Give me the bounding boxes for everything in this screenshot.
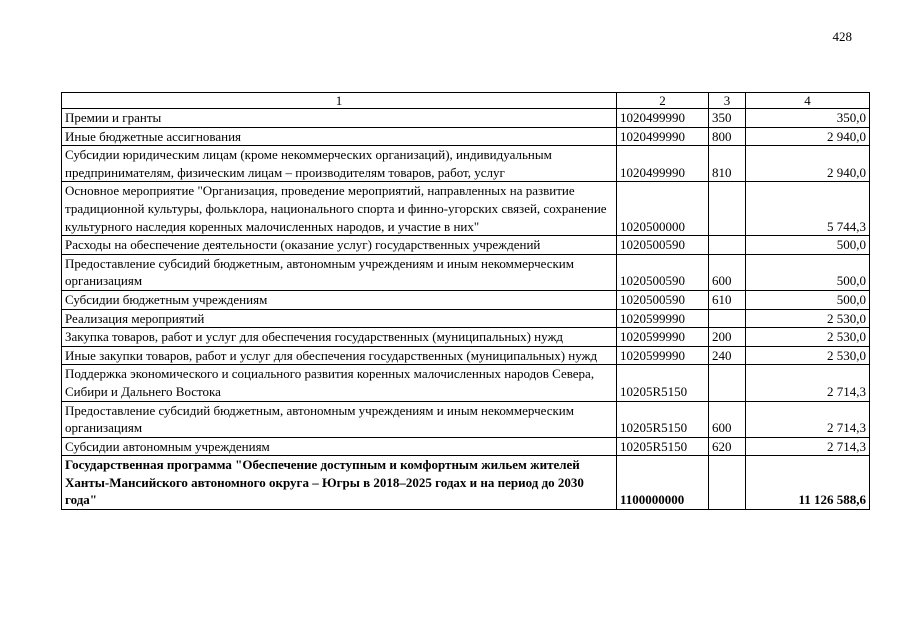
- cell-sum: 11 126 588,6: [746, 456, 870, 510]
- cell-sum: 2 714,3: [746, 437, 870, 456]
- table-row: [62, 236, 870, 255]
- table-body: [62, 109, 870, 510]
- column-header-type: 3: [709, 93, 746, 109]
- cell-name: Реализация мероприятий: [62, 309, 617, 328]
- cell-type: 600: [709, 401, 746, 437]
- table-row: [62, 328, 870, 347]
- cell-sum: 5 744,3: [746, 182, 870, 236]
- cell-sum: 500,0: [746, 236, 870, 255]
- column-header-code: 2: [617, 93, 709, 109]
- cell-code: 10205R5150: [617, 365, 709, 401]
- cell-type: [709, 309, 746, 328]
- cell-code: 10205R5150: [617, 401, 709, 437]
- cell-sum: 2 940,0: [746, 146, 870, 182]
- table-row: [62, 146, 870, 182]
- cell-name: Закупка товаров, работ и услуг для обеспечения государственных (муниципальных) нужд: [62, 328, 617, 347]
- cell-type: [709, 456, 746, 510]
- table-row: [62, 109, 870, 128]
- cell-type: [709, 236, 746, 255]
- cell-type: 800: [709, 127, 746, 146]
- cell-sum: 2 530,0: [746, 346, 870, 365]
- cell-sum: 2 530,0: [746, 328, 870, 347]
- cell-sum: 2 940,0: [746, 127, 870, 146]
- cell-sum: 2 714,3: [746, 365, 870, 401]
- cell-code: 1020500590: [617, 254, 709, 290]
- cell-type: 200: [709, 328, 746, 347]
- cell-type: 600: [709, 254, 746, 290]
- cell-type: 240: [709, 346, 746, 365]
- cell-code: 1020599990: [617, 309, 709, 328]
- column-header-name: 1: [62, 93, 617, 109]
- cell-sum: 350,0: [746, 109, 870, 128]
- table-row: [62, 254, 870, 290]
- cell-name: Субсидии автономным учреждениям: [62, 437, 617, 456]
- cell-sum: 2 530,0: [746, 309, 870, 328]
- table-row: [62, 182, 870, 236]
- cell-name: Премии и гранты: [62, 109, 617, 128]
- cell-code: 1020499990: [617, 146, 709, 182]
- cell-name: Иные бюджетные ассигнования: [62, 127, 617, 146]
- page-number: 428: [832, 29, 852, 44]
- column-header-sum: 4: [746, 93, 870, 109]
- table-row: [62, 365, 870, 401]
- cell-name: Расходы на обеспечение деятельности (оказание услуг) государственных учреждений: [62, 236, 617, 255]
- cell-name: Государственная программа "Обеспечение доступным и комфортным жильем жителей Ханты-Мансийского автономного округа – Югры в 2018–2025 годах и на период до 2030 года": [62, 456, 617, 510]
- table-row: [62, 437, 870, 456]
- cell-type: [709, 365, 746, 401]
- cell-name: Предоставление субсидий бюджетным, автономным учреждениям и иным некоммерческим организациям: [62, 401, 617, 437]
- cell-name: Поддержка экономического и социального развития коренных малочисленных народов Севера, Сибири и Дальнего Востока: [62, 365, 617, 401]
- cell-name: Субсидии бюджетным учреждениям: [62, 290, 617, 309]
- table-header-row: [62, 93, 870, 109]
- cell-sum: 2 714,3: [746, 401, 870, 437]
- cell-name: Субсидии юридическим лицам (кроме некоммерческих организаций), индивидуальным предпринимателям, физическим лицам – производителям товаров, работ, услуг: [62, 146, 617, 182]
- cell-code: 1100000000: [617, 456, 709, 510]
- cell-code: 1020500590: [617, 236, 709, 255]
- cell-type: [709, 182, 746, 236]
- cell-code: 1020499990: [617, 127, 709, 146]
- cell-code: 1020599990: [617, 328, 709, 347]
- cell-code: 1020599990: [617, 346, 709, 365]
- cell-type: 350: [709, 109, 746, 128]
- table-row: [62, 309, 870, 328]
- cell-code: 10205R5150: [617, 437, 709, 456]
- table-row: [62, 456, 870, 510]
- table-row: [62, 290, 870, 309]
- cell-type: 620: [709, 437, 746, 456]
- cell-code: 1020500000: [617, 182, 709, 236]
- cell-type: 810: [709, 146, 746, 182]
- table-row: [62, 401, 870, 437]
- cell-name: Предоставление субсидий бюджетным, автономным учреждениям и иным некоммерческим организациям: [62, 254, 617, 290]
- cell-sum: 500,0: [746, 254, 870, 290]
- budget-table: [61, 92, 870, 510]
- cell-name: Иные закупки товаров, работ и услуг для обеспечения государственных (муниципальных) нужд: [62, 346, 617, 365]
- cell-code: 1020500590: [617, 290, 709, 309]
- cell-code: 1020499990: [617, 109, 709, 128]
- cell-name: Основное мероприятие "Организация, проведение мероприятий, направленных на развитие традиционной культуры, фольклора, национального спорта и финно-угорских связей, сохранение культурного наследия коренных малочисленных народов, и участие в них": [62, 182, 617, 236]
- cell-type: 610: [709, 290, 746, 309]
- table-row: [62, 346, 870, 365]
- cell-sum: 500,0: [746, 290, 870, 309]
- table-row: [62, 127, 870, 146]
